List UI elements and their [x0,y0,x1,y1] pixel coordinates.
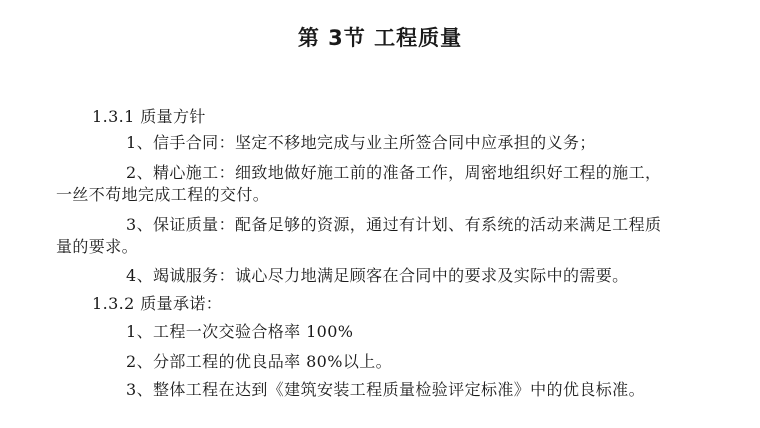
policy-heading: 1.3.1 质量方针 [92,107,206,126]
policy-item-2: 2、精心施工：细致地做好施工前的准备工作，周密地组织好工程的施工， [126,163,662,182]
commitment-item-2: 2、分部工程的优良品率 80%以上。 [126,352,393,371]
policy-item-2-continued: 一丝不苟地完成工程的交付。 [56,185,270,204]
commitment-heading: 1.3.2 质量承诺： [92,294,223,313]
policy-item-3: 3、保证质量：配备足够的资源，通过有计划、有系统的活动来满足工程质 [126,215,662,234]
policy-item-1: 1、信手合同：坚定不移地完成与业主所签合同中应承担的义务； [126,133,596,152]
section-title: 第 3节 工程质量 [297,26,463,50]
commitment-item-3: 3、整体工程在达到《建筑安装工程质量检验评定标准》中的优良标准。 [126,380,645,399]
policy-item-3-continued: 量的要求。 [56,237,139,256]
commitment-item-1: 1、工程一次交验合格率 100% [126,322,354,341]
policy-item-4: 4、竭诚服务：诚心尽力地满足顾客在合同中的要求及实际中的需要。 [126,266,629,285]
